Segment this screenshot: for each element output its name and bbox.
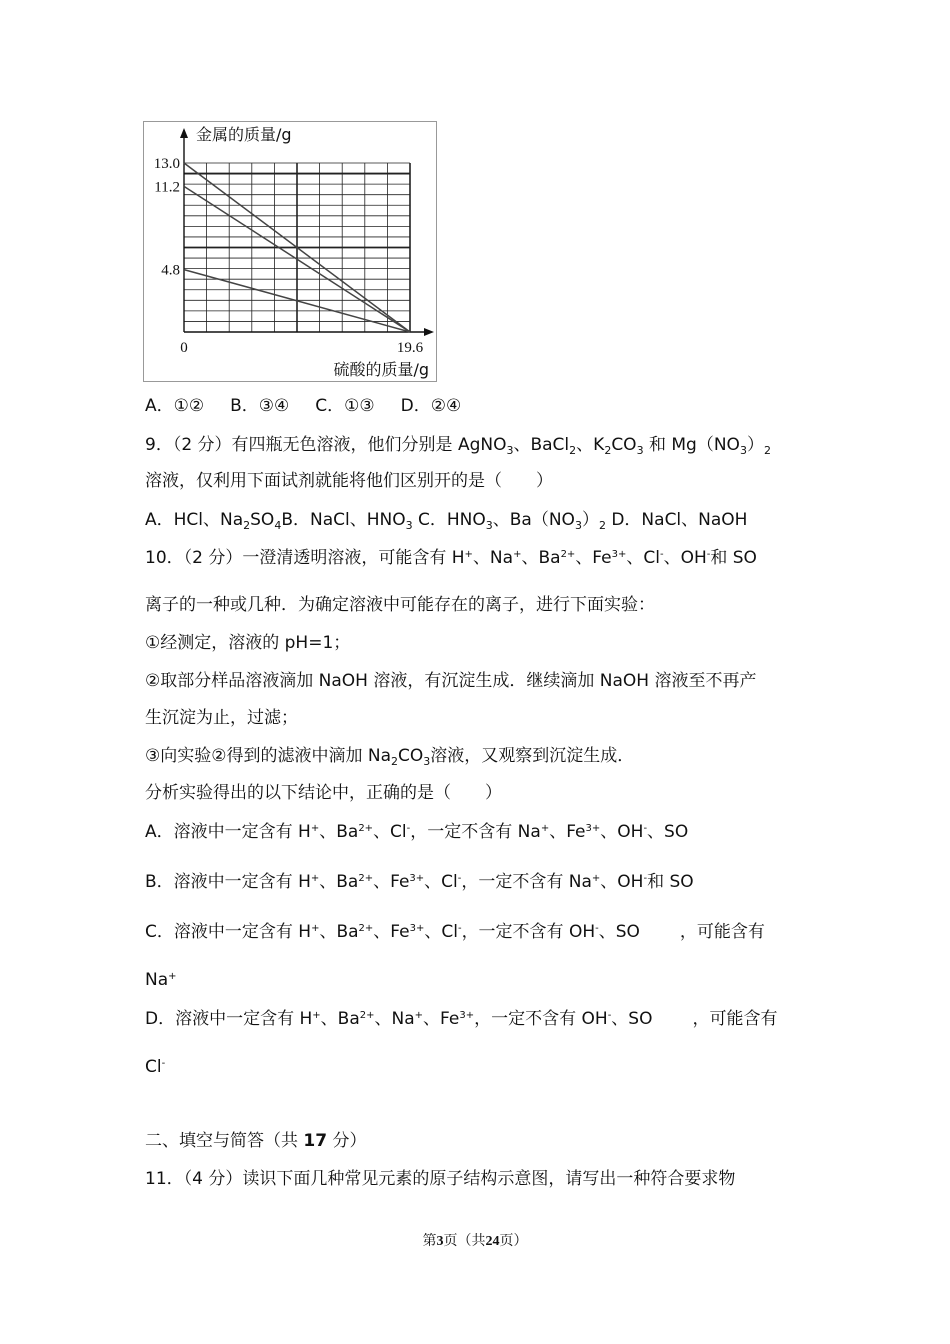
chart-svg	[144, 122, 438, 383]
q9-stem-text: 9．（2 分）有四瓶无色溶液，他们分别是 AgNO	[145, 435, 507, 455]
charge: 3+	[409, 873, 425, 884]
q9-option-c: ）	[581, 510, 599, 530]
x-tick-label: 0	[180, 340, 188, 356]
q10-text: Na	[145, 970, 169, 990]
q10-exp-2a: ②取部分样品溶液滴加 NaOH 溶液，有沉淀生成．继续滴加 NaOH 溶液至不再产	[145, 671, 757, 691]
subscript: 2	[391, 755, 399, 768]
charge: -	[457, 873, 462, 884]
charge: -	[643, 823, 648, 834]
charge: -	[659, 549, 664, 560]
charge: 3+	[459, 1010, 475, 1021]
section-title-text: 分）	[327, 1131, 367, 1151]
q10-text: 、Fe	[575, 548, 612, 568]
q10-text: 、Ba	[319, 872, 359, 892]
q10-text: 、Cl	[424, 872, 458, 892]
subscript: 3	[574, 519, 582, 532]
q10-option-d	[145, 1007, 777, 1031]
q10-text: ，一定不含有 Na	[410, 822, 541, 842]
metal-mass-chart	[143, 121, 437, 382]
charge: +	[310, 823, 320, 834]
y-tick-label: 13.0	[153, 156, 180, 172]
q10-text: 、Ba	[319, 922, 359, 942]
charge: +	[464, 549, 473, 560]
q10-text: 、Fe	[373, 922, 410, 942]
charge: 2+	[358, 923, 374, 934]
q10-text: 、OH	[600, 872, 644, 892]
q10-option-a	[145, 820, 688, 844]
charge: -	[457, 923, 462, 934]
charge: 2+	[358, 823, 374, 834]
charge: +	[311, 923, 320, 934]
charge: +	[540, 823, 550, 834]
charge: +	[310, 873, 320, 884]
subscript: 3	[423, 755, 431, 768]
q9-text: ）	[746, 435, 764, 455]
q10-option-c-cont	[145, 968, 177, 992]
q10-text: 、OH	[600, 822, 644, 842]
q9-stem-line2: 溶液，仅利用下面试剂就能将他们区别开的是（ ）	[145, 471, 553, 491]
q9-text: 、BaCl	[513, 435, 570, 455]
subscript: 3	[485, 519, 493, 532]
footer-text: 第	[422, 1234, 437, 1249]
q10-text: 、Cl	[373, 822, 407, 842]
q10-text: 、Fe	[549, 822, 586, 842]
q10-text: Cl	[145, 1057, 162, 1077]
q9-option-c: C．HNO	[412, 510, 486, 530]
q9-option-c: 、Ba（NO	[492, 510, 575, 530]
q8-option-c: C．①③	[315, 396, 375, 416]
q10-text: 和 SO	[647, 872, 694, 892]
q10-text: C．溶液中一定含有 H	[145, 922, 312, 942]
q10-text: 、Na	[472, 548, 514, 568]
q11-stem: 11．（4 分）读识下面几种常见元素的原子结构示意图，请写出一种符合要求物	[145, 1169, 736, 1189]
subscript: 3	[636, 444, 644, 457]
charge: +	[591, 873, 601, 884]
q8-option-d: D．②④	[400, 396, 462, 416]
q10-option-b	[145, 870, 694, 894]
q10-exp-3	[145, 744, 634, 768]
charge: -	[595, 923, 599, 934]
q10-text: B．溶液中一定含有 H	[145, 872, 311, 892]
q10-option-c	[145, 920, 765, 944]
y-tick-label: 11.2	[154, 179, 180, 196]
q10-text: 、OH	[663, 548, 707, 568]
q10-text: 、Cl	[626, 548, 660, 568]
y-tick-label: 4.8	[161, 262, 180, 279]
q10-text: D．溶液中一定含有 H	[145, 1009, 313, 1029]
q9-option-a: A．HCl、Na	[145, 510, 244, 530]
subscript: 3	[739, 444, 747, 457]
charge: -	[406, 823, 411, 834]
q10-text: 、Na	[374, 1009, 415, 1029]
q10-text: 、Ba	[320, 1009, 360, 1029]
q10-exp-2b: 生沉淀为止，过滤；	[145, 708, 298, 728]
q10-text: ，可能含有	[692, 1009, 778, 1029]
subscript: 3	[405, 519, 413, 532]
q10-text: 10．（2 分）一澄清透明溶液，可能含有 H	[145, 548, 465, 568]
charge: 3+	[409, 923, 425, 934]
subscript: 2	[598, 519, 606, 532]
charge: 2+	[358, 873, 374, 884]
q10-text: 、Ba	[521, 548, 561, 568]
q10-text: ，可能含有	[679, 922, 765, 942]
q10-exp-1: ①经测定，溶液的 pH=1；	[145, 633, 351, 653]
q10-text: 、Fe	[423, 1009, 460, 1029]
q10-text: ，一定不含有 OH	[474, 1009, 608, 1029]
q10-text: ③向实验②得到的滤液中滴加 Na	[145, 746, 392, 766]
q10-text: 、Cl	[424, 922, 458, 942]
q8-option-a: A．①②	[145, 396, 205, 416]
q9-options	[145, 508, 747, 532]
total-pages: 24	[485, 1234, 500, 1249]
charge: -	[161, 1058, 166, 1069]
page-footer	[0, 1230, 950, 1250]
q9-stem-line1	[145, 433, 771, 457]
q10-option-d-cont	[145, 1055, 165, 1079]
charge: +	[414, 1010, 424, 1021]
q10-ask: 分析实验得出的以下结论中，正确的是（ ）	[145, 783, 502, 803]
charge: 3+	[585, 823, 601, 834]
q9-option-a: SO	[250, 510, 275, 530]
section-title-text: 二、填空与简答（共	[145, 1131, 304, 1151]
subscript: 2	[569, 444, 577, 457]
q10-text: 、Ba	[319, 822, 359, 842]
q9-text: 、K	[576, 435, 605, 455]
charge: 2+	[359, 1010, 375, 1021]
q10-text: 、SO	[611, 1009, 653, 1029]
q10-stem-line2: 离子的一种或几种．为确定溶液中可能存在的离子，进行下面实验：	[145, 595, 655, 615]
x-axis-label: 硫酸的质量/g	[333, 360, 429, 379]
q9-text: CO	[611, 435, 637, 455]
q10-stem-line1	[145, 546, 757, 570]
x-tick-label: 19.6	[396, 340, 424, 356]
y-axis-label: 金属的质量/g	[196, 125, 292, 144]
q9-option-d: D．NaCl、NaOH	[605, 510, 748, 530]
subscript: 4	[274, 519, 282, 532]
q10-text: ，一定不含有 OH	[461, 922, 596, 942]
q8-options	[145, 394, 461, 418]
q10-text: 溶液，又观察到沉淀生成．	[430, 746, 635, 766]
q9-option-b: B．NaCl、HNO	[281, 510, 406, 530]
charge: -	[607, 1010, 612, 1021]
charge: 3+	[611, 549, 627, 560]
footer-text: 页（共	[443, 1234, 486, 1249]
charge: -	[706, 549, 711, 560]
q10-text: 和 SO	[710, 548, 757, 568]
page-number: 3	[436, 1234, 444, 1249]
charge: +	[312, 1010, 321, 1021]
charge: -	[643, 873, 648, 884]
subscript: 2	[243, 519, 251, 532]
section-score: 17	[303, 1131, 328, 1151]
q10-text: 、SO	[647, 822, 689, 842]
q9-text: 和 Mg（NO	[643, 435, 740, 455]
subscript: 2	[604, 444, 612, 457]
charge: 2+	[560, 549, 576, 560]
q8-option-b: B．③④	[230, 396, 290, 416]
footer-text: 页）	[499, 1234, 528, 1249]
q10-text: 、SO	[598, 922, 640, 942]
q10-text: 、Fe	[373, 872, 410, 892]
charge: +	[168, 971, 177, 982]
q10-text: A．溶液中一定含有 H	[145, 822, 311, 842]
subscript: 2	[763, 444, 771, 457]
q10-text: ，一定不含有 Na	[461, 872, 592, 892]
section2-title	[145, 1129, 366, 1153]
y-axis-arrow	[180, 128, 188, 138]
subscript: 3	[506, 444, 514, 457]
x-axis-arrow	[424, 328, 434, 336]
q10-text: CO	[398, 746, 424, 766]
charge: +	[513, 549, 522, 560]
